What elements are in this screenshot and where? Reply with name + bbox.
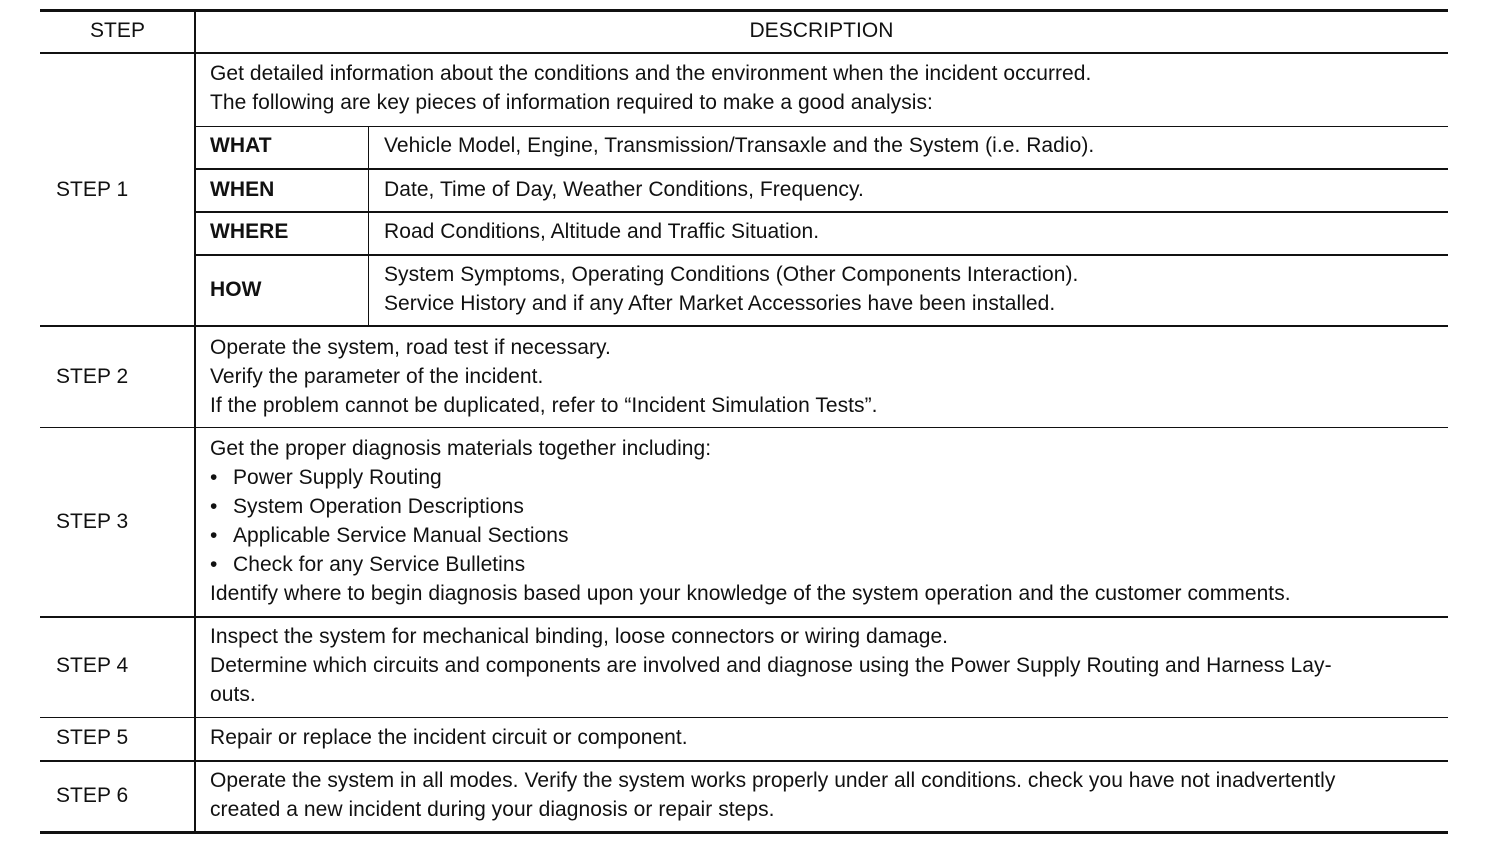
bullet-icon: •	[210, 495, 218, 518]
step1-how-value	[384, 260, 1078, 318]
step2-line: Operate the system, road test if necessary.	[210, 336, 611, 359]
step3-bullet-item	[210, 550, 1291, 579]
step5-description: Repair or replace the incident circuit or component.	[210, 726, 688, 749]
step1-what-value: Vehicle Model, Engine, Transmission/Transaxle and the System (i.e. Radio).	[384, 134, 1095, 157]
step3-outro: Identify where to begin diagnosis based upon your knowledge of the system operation and the customer comments.	[210, 582, 1291, 605]
step1-intro	[210, 59, 1091, 117]
step4-label: STEP 4	[56, 654, 129, 677]
bullet-text: Power Supply Routing	[233, 466, 442, 489]
step1-key-column-divider	[368, 127, 369, 326]
step1-when-divider	[195, 211, 1448, 213]
step4-line: Inspect the system for mechanical binding, loose connectors or wiring damage.	[210, 625, 949, 648]
step1-what-key: WHAT	[210, 134, 272, 157]
step3-bottom-divider	[40, 616, 1448, 618]
step6-line: created a new incident during your diagnosis or repair steps.	[210, 798, 775, 821]
step2-line: Verify the parameter of the incident.	[210, 365, 544, 388]
step1-intro-line: The following are key pieces of information required to make a good analysis:	[210, 91, 933, 114]
step2-label: STEP 2	[56, 365, 129, 388]
step3-intro: Get the proper diagnosis materials together including:	[210, 437, 712, 460]
header-step: STEP	[89, 19, 146, 42]
step1-where-key: WHERE	[210, 220, 289, 243]
step2-description	[210, 333, 878, 420]
step1-how-line: System Symptoms, Operating Conditions (Other Components Interaction).	[384, 263, 1079, 286]
step4-line: Determine which circuits and components are involved and diagnose using the Power Supply Routing and Harness Lay-	[210, 654, 1332, 677]
step4-bottom-divider	[40, 717, 1448, 718]
step6-line: Operate the system in all modes. Verify the system works properly under all conditions. check you have not inadvertently	[210, 769, 1336, 792]
bullet-icon: •	[210, 524, 218, 547]
bullet-text: Applicable Service Manual Sections	[233, 524, 569, 547]
table-bottom-border	[40, 831, 1448, 834]
step3-bullet-item	[210, 463, 1291, 492]
step1-where-divider	[195, 254, 1448, 256]
step5-bottom-divider	[40, 760, 1448, 762]
bullet-text: System Operation Descriptions	[233, 495, 524, 518]
step1-intro-line: Get detailed information about the conditions and the environment when the incident occurred.	[210, 62, 1092, 85]
step4-description	[210, 622, 1332, 709]
step1-label: STEP 1	[56, 178, 129, 201]
diagnosis-steps-table	[40, 0, 1448, 844]
step4-line: outs.	[210, 683, 256, 706]
step6-description	[210, 766, 1335, 824]
step1-where-value: Road Conditions, Altitude and Traffic Situation.	[384, 220, 820, 243]
bullet-icon: •	[210, 466, 218, 489]
step2-bottom-divider	[40, 427, 1448, 428]
step6-label: STEP 6	[56, 784, 129, 807]
step3-description	[210, 434, 1291, 608]
step-column-divider	[194, 11, 196, 832]
table-top-border	[40, 9, 1448, 12]
step1-when-key: WHEN	[210, 178, 275, 201]
step1-bottom-divider	[40, 325, 1448, 327]
step5-label: STEP 5	[56, 726, 129, 749]
bullet-icon: •	[210, 553, 218, 576]
step3-bullet-item	[210, 521, 1291, 550]
step3-bullet-item	[210, 492, 1291, 521]
step1-what-divider	[195, 168, 1448, 170]
step1-how-line: Service History and if any After Market Accessories have been installed.	[384, 292, 1056, 315]
step2-line: If the problem cannot be duplicated, refer to “Incident Simulation Tests”.	[210, 394, 878, 417]
step1-how-key: HOW	[210, 278, 262, 301]
bullet-text: Check for any Service Bulletins	[233, 553, 526, 576]
header-description: DESCRIPTION	[749, 19, 894, 42]
step1-when-value: Date, Time of Day, Weather Conditions, Frequency.	[384, 178, 864, 201]
step1-intro-divider	[195, 126, 1448, 127]
step3-label: STEP 3	[56, 510, 129, 533]
header-divider	[40, 52, 1448, 54]
